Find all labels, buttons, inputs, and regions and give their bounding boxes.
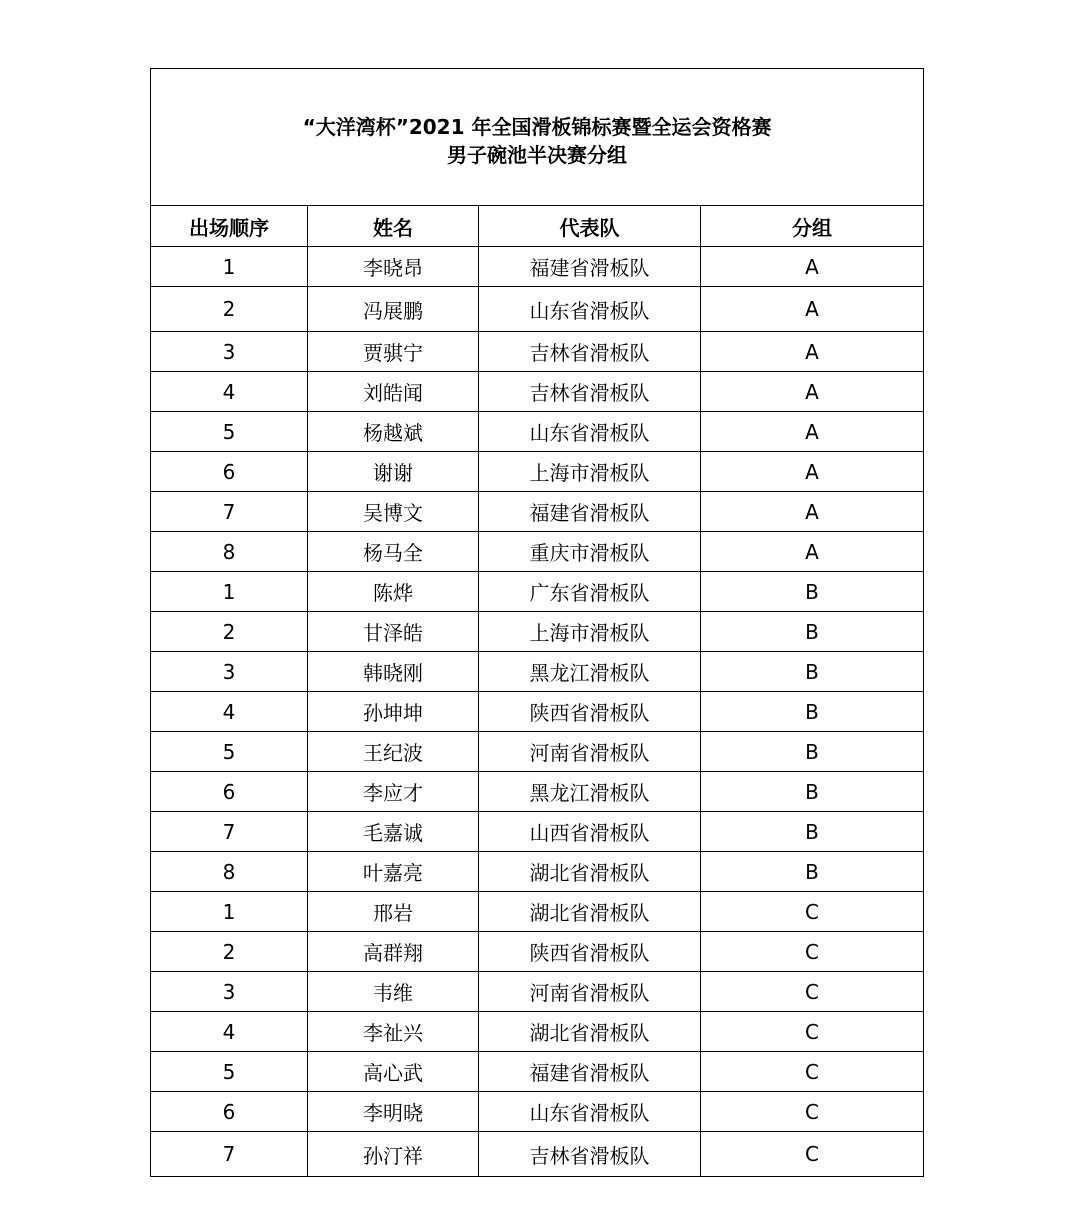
table-row <box>151 612 924 652</box>
cell-group: C <box>701 1092 924 1132</box>
cell-group: B <box>701 732 924 772</box>
cell-order: 7 <box>151 812 308 852</box>
cell-team: 福建省滑板队 <box>479 247 701 287</box>
table-row <box>151 372 924 412</box>
cell-team: 黑龙江滑板队 <box>479 772 701 812</box>
table-row <box>151 772 924 812</box>
cell-team: 河南省滑板队 <box>479 732 701 772</box>
cell-name: 甘泽皓 <box>308 612 479 652</box>
cell-name: 杨马全 <box>308 532 479 572</box>
table-row <box>151 287 924 332</box>
cell-group: C <box>701 1132 924 1177</box>
cell-team: 陕西省滑板队 <box>479 692 701 732</box>
cell-team: 黑龙江滑板队 <box>479 652 701 692</box>
cell-order: 5 <box>151 1052 308 1092</box>
cell-group: C <box>701 892 924 932</box>
cell-team: 吉林省滑板队 <box>479 332 701 372</box>
cell-order: 3 <box>151 332 308 372</box>
cell-name: 李晓昂 <box>308 247 479 287</box>
document-title: “大洋湾杯”2021 年全国滑板锦标赛暨全运会资格赛 <box>302 115 772 139</box>
table-row <box>151 247 924 287</box>
cell-order: 5 <box>151 412 308 452</box>
cell-team: 吉林省滑板队 <box>479 372 701 412</box>
cell-team: 湖北省滑板队 <box>479 892 701 932</box>
cell-group: B <box>701 852 924 892</box>
table-row <box>151 532 924 572</box>
cell-name: 叶嘉亮 <box>308 852 479 892</box>
cell-name: 孙坤坤 <box>308 692 479 732</box>
table-row <box>151 652 924 692</box>
cell-group: A <box>701 452 924 492</box>
cell-order: 3 <box>151 652 308 692</box>
cell-team: 吉林省滑板队 <box>479 1132 701 1177</box>
cell-order: 6 <box>151 772 308 812</box>
cell-team: 山东省滑板队 <box>479 1092 701 1132</box>
header-team: 代表队 <box>479 206 701 247</box>
cell-name: 冯展鹏 <box>308 287 479 332</box>
cell-order: 1 <box>151 572 308 612</box>
cell-name: 李祉兴 <box>308 1012 479 1052</box>
cell-order: 4 <box>151 1012 308 1052</box>
cell-team: 上海市滑板队 <box>479 452 701 492</box>
cell-name: 高群翔 <box>308 932 479 972</box>
cell-team: 重庆市滑板队 <box>479 532 701 572</box>
table-row <box>151 572 924 612</box>
cell-team: 陕西省滑板队 <box>479 932 701 972</box>
cell-group: A <box>701 492 924 532</box>
table-row <box>151 332 924 372</box>
header-name: 姓名 <box>308 206 479 247</box>
table-row <box>151 732 924 772</box>
cell-group: B <box>701 812 924 852</box>
cell-name: 李应才 <box>308 772 479 812</box>
cell-group: A <box>701 287 924 332</box>
cell-order: 8 <box>151 532 308 572</box>
cell-group: B <box>701 572 924 612</box>
cell-name: 毛嘉诚 <box>308 812 479 852</box>
cell-team: 河南省滑板队 <box>479 972 701 1012</box>
table-row <box>151 892 924 932</box>
cell-name: 高心武 <box>308 1052 479 1092</box>
cell-group: A <box>701 247 924 287</box>
cell-name: 韩晓刚 <box>308 652 479 692</box>
cell-group: B <box>701 612 924 652</box>
cell-order: 6 <box>151 452 308 492</box>
table-row <box>151 812 924 852</box>
cell-group: B <box>701 652 924 692</box>
cell-team: 福建省滑板队 <box>479 492 701 532</box>
cell-group: B <box>701 772 924 812</box>
table-row <box>151 452 924 492</box>
cell-name: 韦维 <box>308 972 479 1012</box>
cell-order: 4 <box>151 372 308 412</box>
cell-name: 谢谢 <box>308 452 479 492</box>
title-cell <box>151 69 924 206</box>
cell-name: 贾骐宁 <box>308 332 479 372</box>
table-row <box>151 972 924 1012</box>
cell-order: 8 <box>151 852 308 892</box>
cell-order: 4 <box>151 692 308 732</box>
table-row <box>151 1052 924 1092</box>
table-row <box>151 1092 924 1132</box>
cell-group: B <box>701 692 924 732</box>
document-subtitle: 男子碗池半决赛分组 <box>447 143 628 167</box>
cell-group: C <box>701 972 924 1012</box>
cell-group: A <box>701 332 924 372</box>
cell-name: 杨越斌 <box>308 412 479 452</box>
cell-name: 吴博文 <box>308 492 479 532</box>
table-row <box>151 852 924 892</box>
cell-order: 7 <box>151 1132 308 1177</box>
cell-order: 2 <box>151 932 308 972</box>
table-body <box>151 69 924 1177</box>
cell-group: C <box>701 1052 924 1092</box>
table-row <box>151 492 924 532</box>
cell-team: 山东省滑板队 <box>479 287 701 332</box>
cell-order: 5 <box>151 732 308 772</box>
title-row <box>151 69 924 206</box>
table-row <box>151 1012 924 1052</box>
header-row <box>151 206 924 247</box>
cell-order: 1 <box>151 247 308 287</box>
cell-order: 3 <box>151 972 308 1012</box>
cell-group: C <box>701 1012 924 1052</box>
table-row <box>151 932 924 972</box>
table-row <box>151 412 924 452</box>
table-row <box>151 1132 924 1177</box>
cell-team: 山西省滑板队 <box>479 812 701 852</box>
draw-table <box>150 68 924 1177</box>
table-row <box>151 692 924 732</box>
header-order: 出场顺序 <box>151 206 308 247</box>
cell-team: 广东省滑板队 <box>479 572 701 612</box>
cell-name: 孙汀祥 <box>308 1132 479 1177</box>
cell-order: 2 <box>151 612 308 652</box>
cell-order: 2 <box>151 287 308 332</box>
cell-group: C <box>701 932 924 972</box>
cell-order: 6 <box>151 1092 308 1132</box>
cell-name: 邢岩 <box>308 892 479 932</box>
cell-order: 1 <box>151 892 308 932</box>
cell-group: A <box>701 532 924 572</box>
cell-order: 7 <box>151 492 308 532</box>
cell-name: 李明晓 <box>308 1092 479 1132</box>
cell-team: 上海市滑板队 <box>479 612 701 652</box>
cell-team: 福建省滑板队 <box>479 1052 701 1092</box>
cell-team: 湖北省滑板队 <box>479 1012 701 1052</box>
cell-team: 湖北省滑板队 <box>479 852 701 892</box>
cell-group: A <box>701 372 924 412</box>
cell-team: 山东省滑板队 <box>479 412 701 452</box>
header-group: 分组 <box>701 206 924 247</box>
cell-name: 刘皓闻 <box>308 372 479 412</box>
cell-name: 陈烨 <box>308 572 479 612</box>
cell-name: 王纪波 <box>308 732 479 772</box>
cell-group: A <box>701 412 924 452</box>
